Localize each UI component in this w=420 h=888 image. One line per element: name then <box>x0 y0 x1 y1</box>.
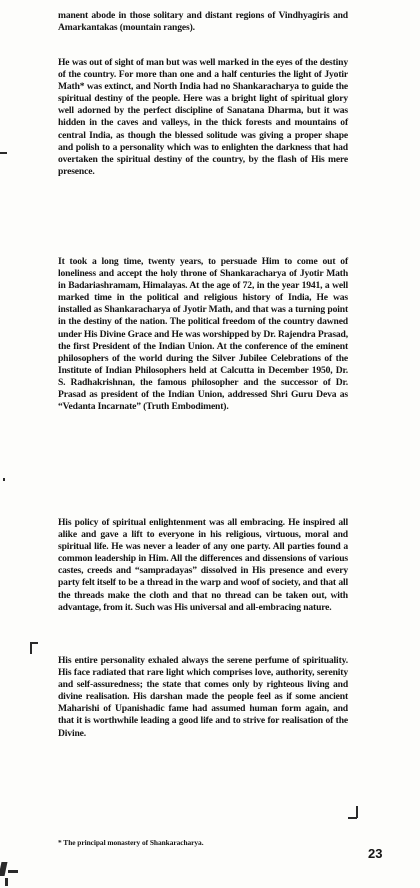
scan-mark-left-tick <box>0 152 7 154</box>
paragraph-out-of-sight: He was out of sight of man but was well marked in the eyes of the destiny of the country. For more than one and a half centuries the light of Jyotir Math* was extinct, and North India had no Shankaracharya to guide the spiritual destiny of the people. Here was a bright light of spiritual glory well adorned by the perfect discipline of Sanatana Dharma, but it was hidden in the caves and valleys, in the thick forests and mountains of central India, as though the blessed solitude was giving a proper shape and polish to a personality which was to enlighten the darkness that had overtaken the spiritual destiny of the country, by the flash of His mere presence. <box>58 57 348 177</box>
paragraph-personality: His entire personality exhaled always the serene perfume of spirituality. His face radiated that rare light which comprises love, authority, serenity and self-assuredness; the state that comes only by righteous living and divine realisation. His darshan made the people feel as if some ancient Maharishi of Upanishadic fame had assumed human form again, and that it is worthwhile leading a good life and to strive for realisation of the Divine. <box>58 655 348 739</box>
footnote: * The principal monastery of Shankaracharya. <box>58 838 204 847</box>
scan-mark-bottom-left-tail <box>5 878 8 886</box>
scan-mark-bottom-left-smudge <box>0 862 7 876</box>
paragraph-continuation: manent abode in those solitary and distant regions of Vindhyagiris and Amarkantakas (mountain ranges). <box>58 10 348 34</box>
paragraph-twenty-years: It took a long time, twenty years, to persuade Him to come out of loneliness and accept the holy throne of Shankaracharya of Jyotir Math in Badariashramam, Himalayas. At the age of 72, in the year 1941, a well marked time in the political and religious history of India, He was installed as Shankaracharya of Jyotir Math, and that was a turning point in the destiny of the nation. The political freedom of the country dawned under His Divine Grace and He was worshipped by Dr. Rajendra Prasad, the first President of the Indian Union. At the conference of the eminent philosophers of the world during the Silver Jubilee Celebrations of the Institute of Indian Philosophers held at Calcutta in December 1950, Dr. S. Radhakrishnan, the famous philosopher and the successor of Dr. Prasad as president of the Indian Union, addressed Shri Guru Deva as “Vedanta Incarnate” (Truth Embodiment). <box>58 256 348 413</box>
scan-mark-bracket-horizontal <box>348 817 357 819</box>
scan-mark-bottom-left-stroke <box>8 870 18 873</box>
scan-mark-corner-horizontal <box>30 642 38 644</box>
scan-mark-left-dot <box>3 478 5 481</box>
page-number: 23 <box>368 846 383 861</box>
paragraph-spiritual-policy: His policy of spiritual enlightenment was all embracing. He inspired all alike and gave a lift to everyone in his religious, virtuous, moral and spiritual life. He was never a leader of any one party. All parties found a common leadership in Him. All the differences and dissensions of various castes, creeds and “sampradayas” dissolved in His presence and every party felt itself to be a thread in the warp and woof of society, and that all the threads make the cloth and that no thread can be taken out, with advantage, from it. Such was His universal and all-embracing nature. <box>58 517 348 613</box>
scan-mark-corner-vertical <box>30 642 32 654</box>
